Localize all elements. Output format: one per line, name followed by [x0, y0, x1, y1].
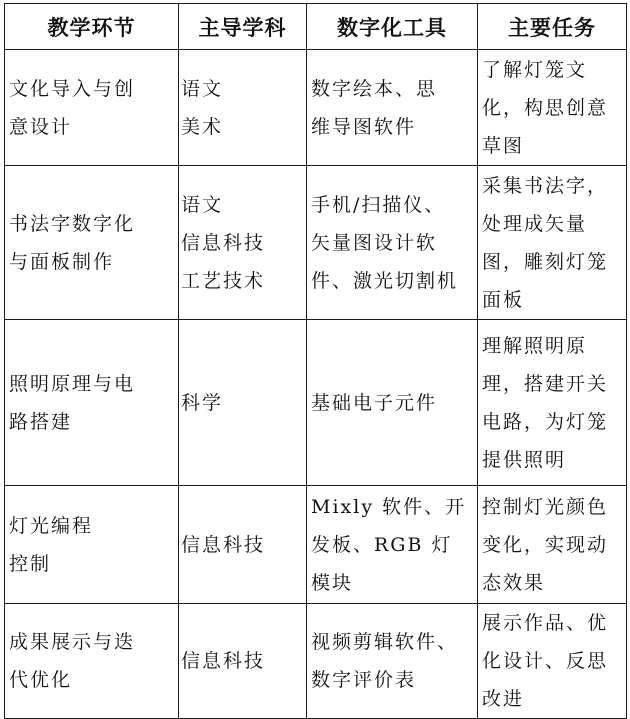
table-row: [5, 166, 627, 320]
subject-cell: [179, 50, 307, 166]
tools-line: 手机/扫描仪、: [311, 193, 446, 216]
tasks-line: 了解灯笼文: [482, 58, 588, 81]
subject-cell: [179, 320, 307, 486]
stage-line: 灯光编程: [9, 514, 94, 537]
stage-cell: [5, 320, 179, 486]
tasks-cell: [478, 604, 627, 719]
tasks-line: 处理成矢量: [482, 212, 588, 235]
stage-line: 代优化: [9, 669, 73, 691]
stage-line: 成果展示与迭: [9, 631, 136, 653]
tasks-cell: [478, 50, 627, 166]
tools-line: 数字绘本、思: [311, 77, 438, 100]
tasks-line: 化设计、反思: [482, 650, 609, 672]
stage-cell: [5, 166, 179, 320]
stage-line: 与面板制作: [9, 250, 115, 273]
subject-line: 语文: [181, 77, 224, 100]
tools-line: Mixly 软件、开: [311, 495, 467, 518]
tasks-line: 展示作品、优: [482, 612, 609, 634]
tools-cell: [307, 166, 478, 320]
tools-cell: [307, 486, 478, 604]
subject-line: 科学: [181, 391, 224, 414]
stage-cell: [5, 50, 179, 166]
stage-cell: [5, 486, 179, 604]
tasks-cell: [478, 320, 627, 486]
tools-cell: [307, 320, 478, 486]
subject-cell: [179, 166, 307, 320]
tools-cell: [307, 604, 478, 719]
subject-line: 语文: [181, 193, 224, 216]
tasks-line: 草图: [482, 134, 525, 157]
tasks-line: 控制灯光颜色: [482, 495, 609, 518]
header-subject: 主导学科: [179, 4, 307, 50]
tools-line: 发板、RGB 灯: [311, 533, 453, 556]
subject-cell: [179, 486, 307, 604]
tools-line: 维导图软件: [311, 115, 417, 138]
tasks-line: 化，构思创意: [482, 96, 609, 119]
tasks-cell: [478, 166, 627, 320]
tasks-line: 图，雕刻灯笼: [482, 250, 609, 273]
header-tools: 数字化工具: [307, 4, 478, 50]
tools-line: 模块: [311, 571, 354, 594]
stage-line: 文化导入与创: [9, 77, 136, 100]
tools-line: 件、激光切割机: [311, 269, 459, 292]
stage-cell: [5, 604, 179, 719]
subject-line: 信息科技: [181, 231, 266, 254]
tasks-line: 理解照明原: [482, 334, 588, 357]
tools-line: 基础电子元件: [311, 391, 438, 414]
table-row: [5, 486, 627, 604]
tasks-line: 态效果: [482, 571, 546, 594]
tools-line: 数字评价表: [311, 669, 417, 691]
tools-line: 视频剪辑软件、: [311, 631, 459, 653]
stage-line: 路搭建: [9, 410, 73, 433]
teaching-plan-table: [4, 3, 627, 719]
header-row: [5, 4, 627, 50]
table-row: [5, 320, 627, 486]
tasks-cell: [478, 486, 627, 604]
subject-line: 美术: [181, 115, 224, 138]
subject-cell: [179, 604, 307, 719]
tools-cell: [307, 50, 478, 166]
tasks-line: 电路，为灯笼: [482, 410, 609, 433]
header-stage: 教学环节: [5, 4, 179, 50]
header-tasks: 主要任务: [478, 4, 627, 50]
tasks-line: 采集书法字，: [482, 174, 609, 197]
tools-line: 矢量图设计软: [311, 231, 438, 254]
table-row: [5, 604, 627, 719]
stage-line: 意设计: [9, 115, 73, 138]
tasks-line: 理，搭建开关: [482, 372, 609, 395]
tasks-line: 面板: [482, 288, 525, 311]
tasks-line: 提供照明: [482, 448, 567, 471]
subject-line: 信息科技: [181, 533, 266, 556]
table-row: [5, 50, 627, 166]
tasks-line: 改进: [482, 688, 525, 710]
subject-line: 工艺技术: [181, 269, 266, 292]
stage-line: 控制: [9, 552, 52, 575]
teaching-plan-table-container: [4, 3, 626, 713]
subject-line: 信息科技: [181, 650, 266, 672]
stage-line: 照明原理与电: [9, 372, 136, 395]
stage-line: 书法字数字化: [9, 212, 136, 235]
tasks-line: 变化，实现动: [482, 533, 609, 556]
